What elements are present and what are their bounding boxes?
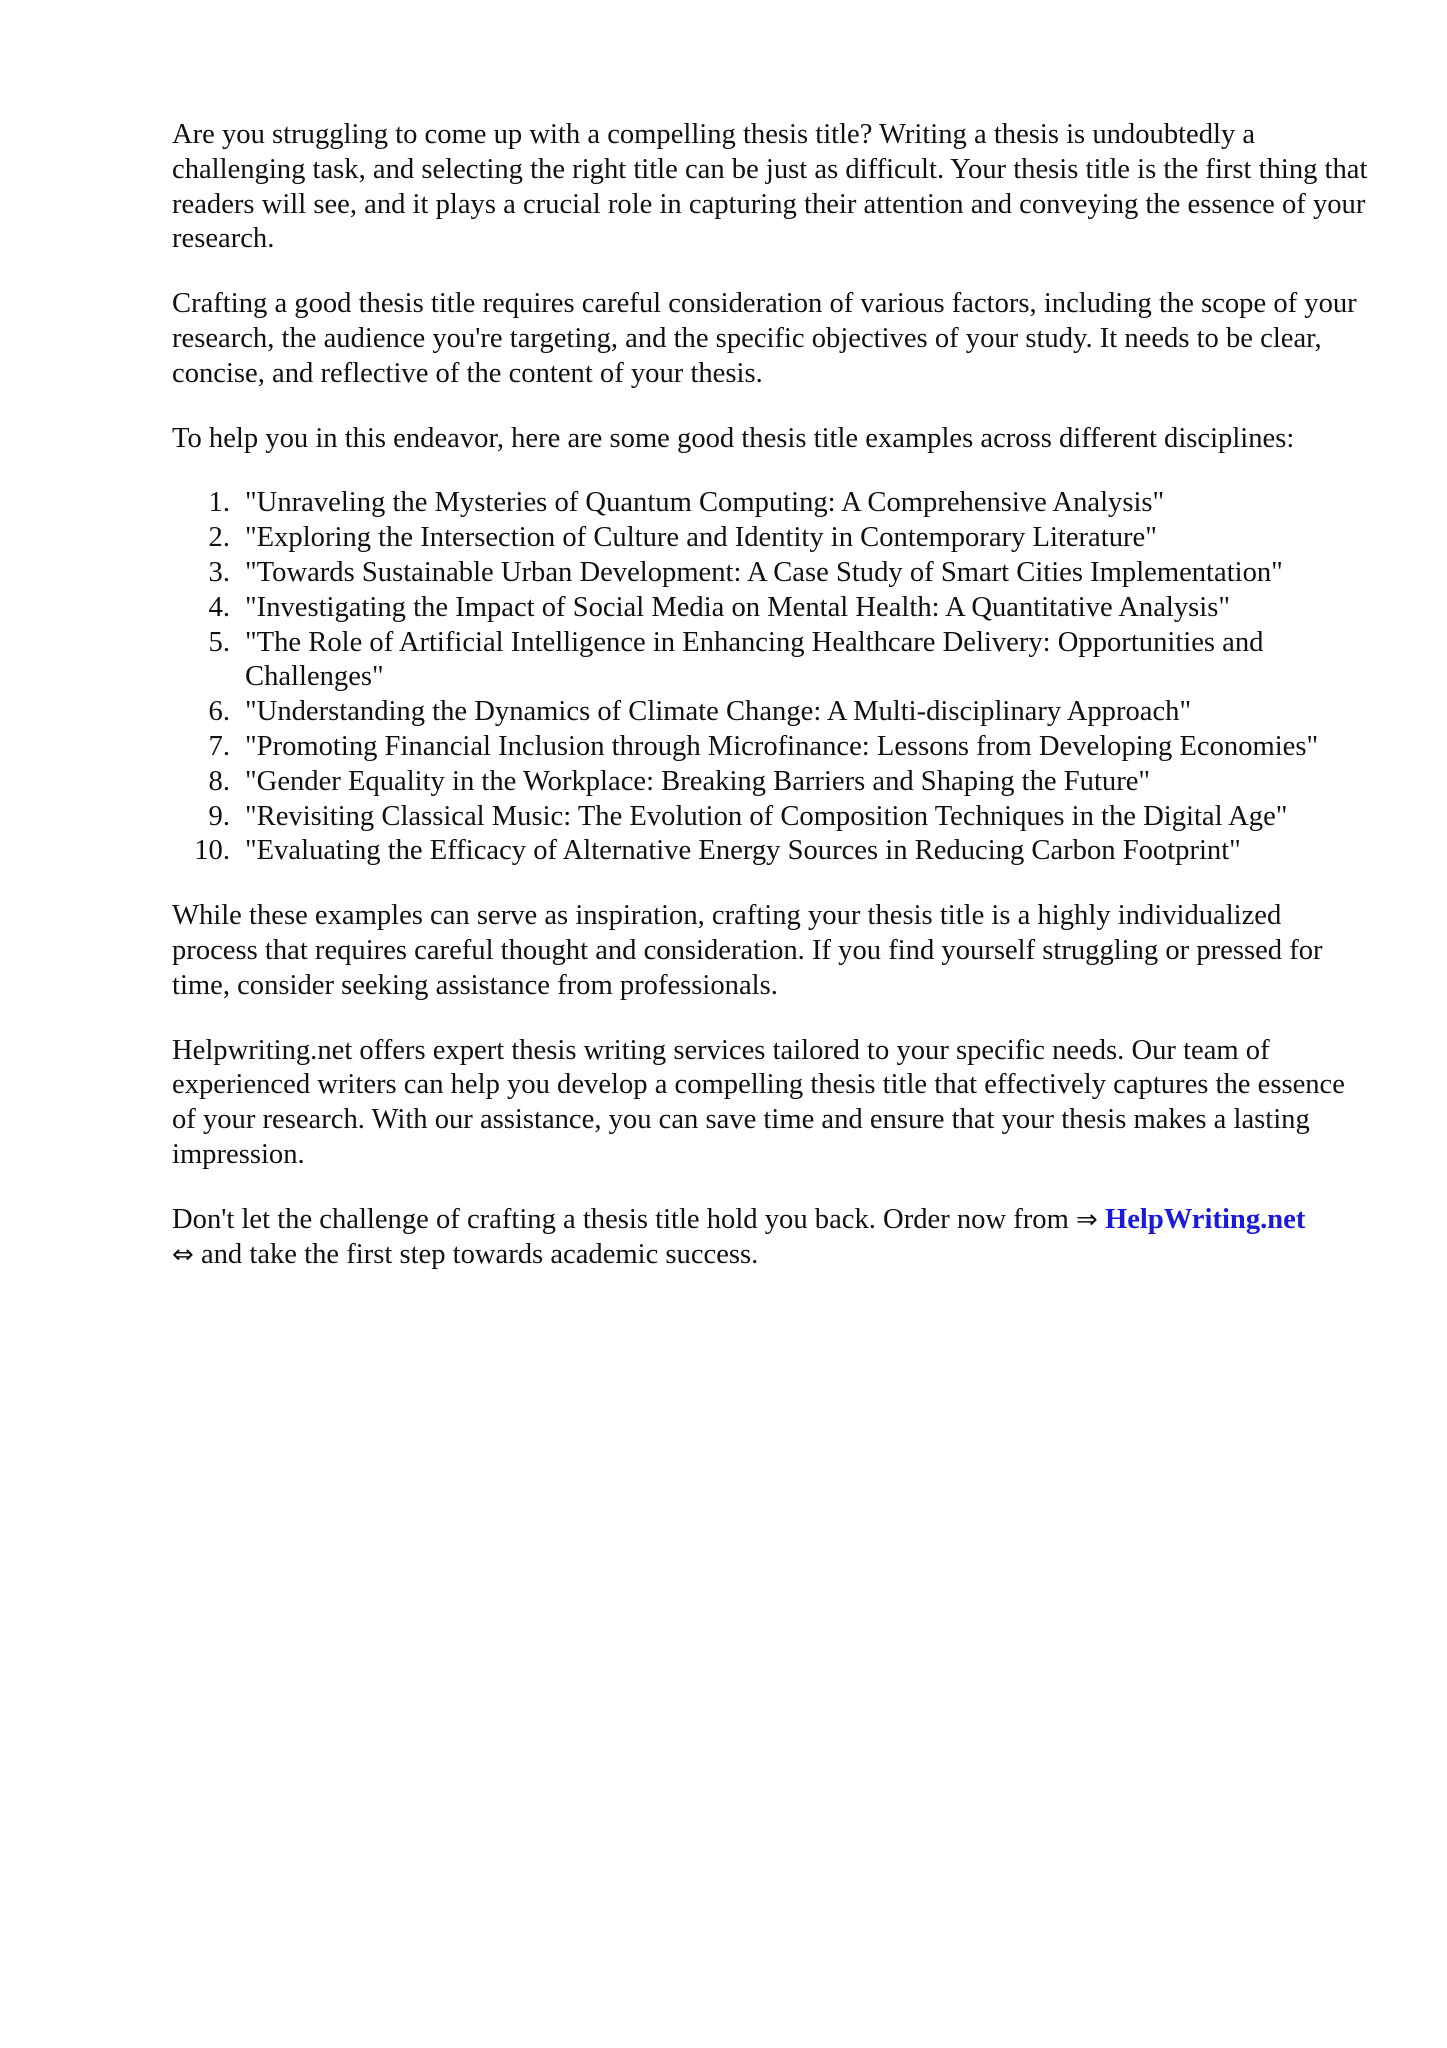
list-item-number: 1. [208, 487, 230, 519]
list-item-text: "Understanding the Dynamics of Climate Change: A Multi-disciplinary Approach" [245, 696, 1192, 728]
list-item [172, 834, 1372, 869]
list-item-text: "Towards Sustainable Urban Development: A Case Study of Smart Cities Implementation" [245, 556, 1283, 588]
list-item-text: "The Role of Artificial Intelligence in Enhancing Healthcare Delivery: Opportunities and Challenges" [245, 626, 1264, 693]
list-item [172, 765, 1372, 800]
intro-paragraph-1: Are you struggling to come up with a compelling thesis title? Writing a thesis is undoubtedly a challenging task, and selecting the right title can be just as difficult. Your thesis title is the first thing that readers will see, and it plays a crucial role in capturing their attention and conveying the essence of your research. [172, 119, 1368, 255]
list-item-text: "Revisiting Classical Music: The Evolution of Composition Techniques in the Digital Age" [245, 800, 1288, 832]
arrow-right-icon: ⇒ [1076, 1204, 1098, 1235]
list-item [172, 695, 1372, 730]
list-item-number: 8. [208, 765, 230, 797]
list-item-number: 7. [208, 730, 230, 762]
document-page [172, 118, 1372, 1302]
helpwriting-link[interactable]: HelpWriting.net [1104, 1203, 1306, 1235]
list-item-text: "Investigating the Impact of Social Media on Mental Health: A Quantitative Analysis" [245, 591, 1231, 623]
list-item-number: 2. [208, 522, 230, 554]
list-item [172, 591, 1372, 626]
list-item-text: "Promoting Financial Inclusion through Microfinance: Lessons from Developing Economies" [245, 730, 1319, 762]
list-item-number: 10. [194, 835, 230, 867]
list-item-text: "Exploring the Intersection of Culture and Identity in Contemporary Literature" [245, 522, 1157, 554]
intro-paragraph-2: Crafting a good thesis title requires careful consideration of various factors, including the scope of your research, the audience you're targeting, and the specific objectives of your study. It needs to be clear, concise, and reflective of the content of your thesis. [172, 288, 1357, 389]
closing-paragraph-1: While these examples can serve as inspiration, crafting your thesis title is a highly individualized process that requires careful thought and consideration. If you find yourself struggling or pressed for time, consider seeking assistance from professionals. [172, 900, 1323, 1001]
intro-paragraph-3: To help you in this endeavor, here are some good thesis title examples across different disciplines: [172, 422, 1295, 454]
thesis-title-examples-list [172, 486, 1372, 869]
list-item [172, 800, 1372, 835]
list-item [172, 521, 1372, 556]
arrow-both-icon: ⇔ [172, 1239, 194, 1270]
closing-paragraph-2: Helpwriting.net offers expert thesis writing services tailored to your specific needs. Our team of experienced writers can help you develop a compelling thesis title that effectively captures the essence of your research. With our assistance, you can save time and ensure that your thesis makes a lasting impression. [172, 1034, 1345, 1170]
list-item-text: "Evaluating the Efficacy of Alternative Energy Sources in Reducing Carbon Footprint" [245, 835, 1241, 867]
list-item-number: 4. [208, 591, 230, 623]
list-item-text: "Gender Equality in the Workplace: Breaking Barriers and Shaping the Future" [245, 765, 1151, 797]
list-item-number: 3. [208, 556, 230, 588]
cta-text-before: Don't let the challenge of crafting a thesis title hold you back. Order now from [172, 1203, 1076, 1235]
list-item-text: "Unraveling the Mysteries of Quantum Computing: A Comprehensive Analysis" [245, 487, 1165, 519]
list-item-number: 9. [208, 800, 230, 832]
list-item-number: 5. [208, 626, 230, 658]
list-item [172, 556, 1372, 591]
list-item [172, 486, 1372, 521]
cta-text-after: and take the first step towards academic success. [193, 1238, 759, 1270]
list-item [172, 626, 1372, 696]
list-item-number: 6. [208, 696, 230, 728]
list-item [172, 730, 1372, 765]
call-to-action-paragraph [172, 1203, 1372, 1273]
